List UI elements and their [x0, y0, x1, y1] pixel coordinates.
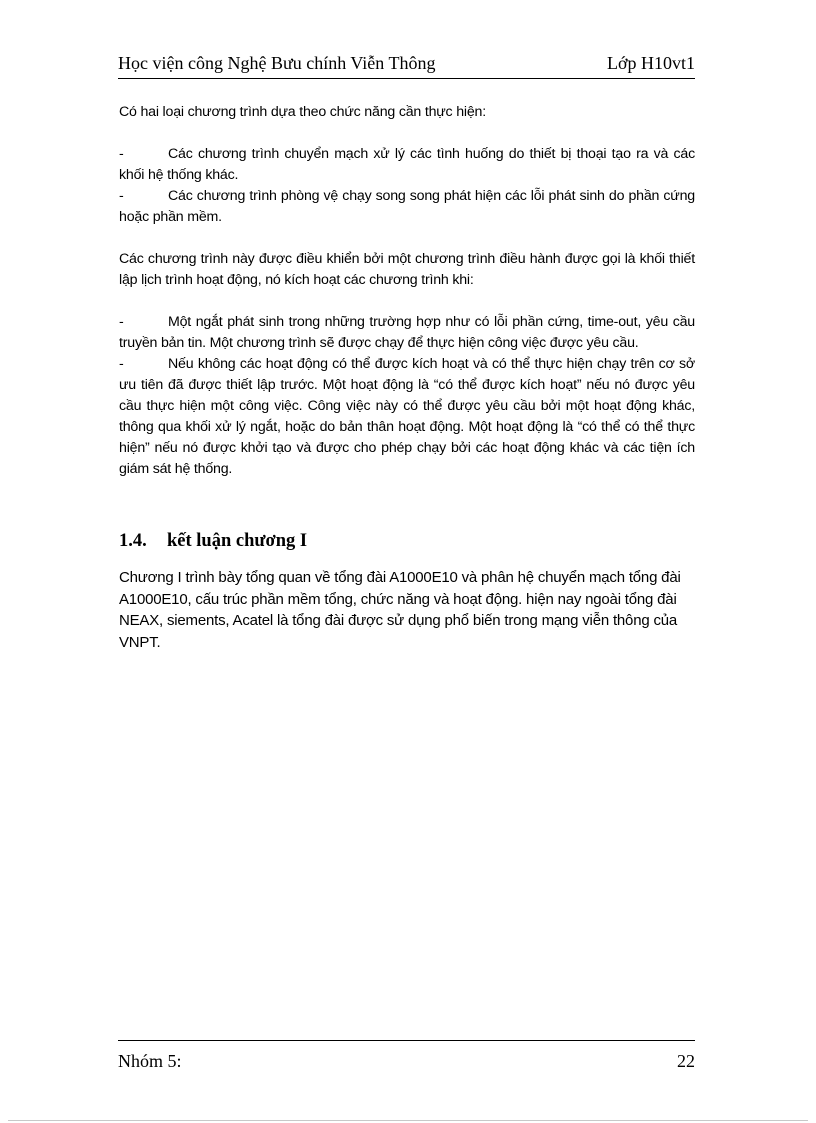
list-item-text: Một ngắt phát sinh trong những trường hợp như có lỗi phần cứng, time-out, yêu cầu truyền bản tin. Một chương trình sẽ được chạy để thực hiện công việc được yêu cầu.	[119, 314, 695, 351]
bullet-marker: -	[119, 356, 124, 372]
list-item	[119, 186, 695, 228]
paragraph: Các chương trình này được điều khiển bởi một chương trình điều hành được gọi là khối thiết lập lịch trình hoạt động, nó kích hoạt các chương trình khi:	[119, 251, 695, 288]
section-number: 1.4.	[119, 531, 147, 551]
list-item	[119, 144, 695, 186]
bullet-marker: -	[119, 146, 124, 162]
header-class-label: Lớp H10vt1	[606, 53, 695, 73]
list-item	[119, 312, 695, 354]
page-number: 22	[677, 1051, 695, 1071]
intro-paragraph: Có hai loại chương trình dựa theo chức năng cần thực hiện:	[119, 104, 486, 120]
page-edge-divider	[8, 1120, 808, 1121]
footer-group-label: Nhóm 5:	[118, 1051, 182, 1071]
list-item-text: Nếu không các hoạt động có thể được kích hoạt và có thể thực hiện chạy trên cơ sở ưu tiên đã được thiết lập trước. Một hoạt động là “có thể được kích hoạt” nếu nó được yêu cầu thực hiện một công việc. Công việc này có thể được yêu cầu bởi một hoạt động khác, thông qua khối xử lý ngắt, hoặc do bản thân hoạt động. Một hoạt động là “có thể có thể thực hiện” nếu nó được khởi tạo và được cho phép chạy bởi các hoạt động khác và các tiện ích giám sát hệ thống.	[119, 356, 695, 477]
header-institution: Học viện công Nghệ Bưu chính Viễn Thông	[118, 53, 436, 73]
bullet-marker: -	[119, 314, 124, 330]
bullet-marker: -	[119, 188, 124, 204]
page-header	[118, 52, 695, 79]
document-body	[119, 102, 695, 653]
section-heading	[119, 529, 695, 553]
list-item-text: Các chương trình chuyển mạch xử lý các tình huống do thiết bị thoại tạo ra và các khối hệ thống khác.	[119, 146, 695, 183]
list-item	[119, 354, 695, 480]
section-title: kết luận chương I	[167, 531, 308, 551]
conclusion-block	[119, 567, 695, 653]
list-item-text: Các chương trình phòng vệ chạy song song phát hiện các lỗi phát sinh do phần cứng hoặc phần mềm.	[119, 188, 695, 225]
page-footer	[118, 1040, 695, 1077]
conclusion-paragraph: Chương I trình bày tổng quan về tổng đài A1000E10 và phân hệ chuyển mạch tổng đài A1000E10, cấu trúc phần mềm tổng, chức năng và hoạt động. hiện nay ngoài tổng đài NEAX, siements, Acatel là tổng đài được sử dụng phổ biến trong mạng viễn thông của VNPT.	[119, 569, 681, 651]
